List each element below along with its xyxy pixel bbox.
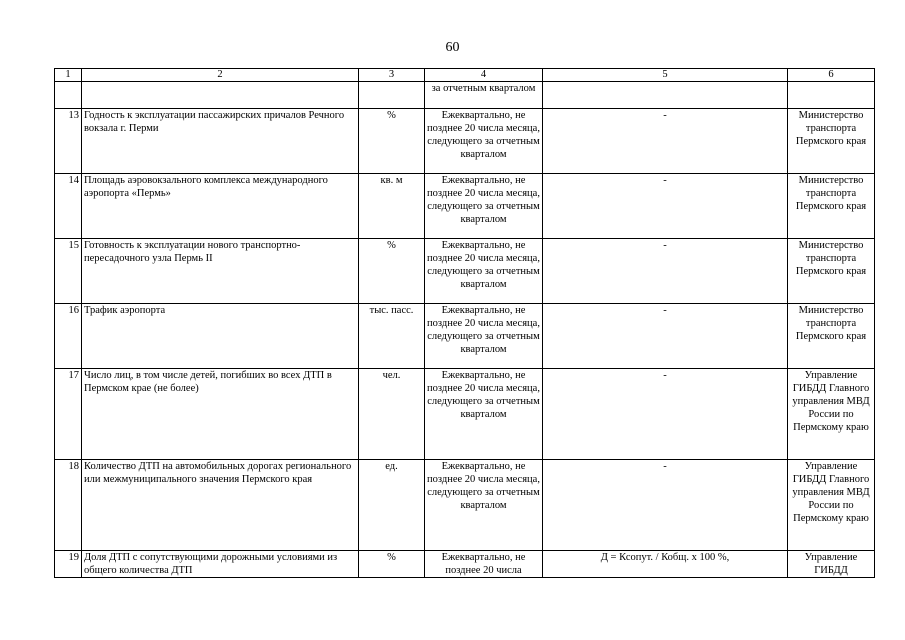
formula-cell: -	[543, 369, 788, 460]
formula-cell: -	[543, 109, 788, 174]
indicator-name: Число лиц, в том числе детей, погибших во всех ДТП в Пермском крае (не более)	[82, 369, 359, 460]
formula-cell: Д = Ксопут. / Кобщ. х 100 %,	[543, 551, 788, 578]
term-cell: Ежеквартально, не позднее 20 числа месяца, следующего за отчетным кварталом	[425, 369, 543, 460]
term-cell: Ежеквартально, не позднее 20 числа месяца, следующего за отчетным кварталом	[425, 109, 543, 174]
indicator-name: Трафик аэропорта	[82, 304, 359, 369]
header-cell: 5	[543, 69, 788, 82]
term-cell: за отчетным кварталом	[425, 82, 543, 109]
indicator-table	[54, 68, 875, 578]
term-cell: Ежеквартально, не позднее 20 числа месяца, следующего за отчетным кварталом	[425, 239, 543, 304]
table-row-continuation	[55, 82, 875, 109]
formula-cell: -	[543, 239, 788, 304]
unit-cell: тыс. пасс.	[359, 304, 425, 369]
responsible-cell: Министерство транспорта Пермского края	[788, 174, 875, 239]
responsible-cell: Управление ГИБДД	[788, 551, 875, 578]
unit-cell: %	[359, 109, 425, 174]
table-row	[55, 551, 875, 578]
row-number: 16	[55, 304, 82, 369]
header-cell: 3	[359, 69, 425, 82]
table-row	[55, 109, 875, 174]
responsible-cell: Министерство транспорта Пермского края	[788, 239, 875, 304]
header-cell: 1	[55, 69, 82, 82]
term-cell: Ежеквартально, не позднее 20 числа месяца, следующего за отчетным кварталом	[425, 174, 543, 239]
indicator-name: Площадь аэровокзального комплекса международного аэропорта «Пермь»	[82, 174, 359, 239]
indicator-name: Доля ДТП с сопутствующими дорожными условиями из общего количества ДТП	[82, 551, 359, 578]
formula-cell: -	[543, 460, 788, 551]
indicator-name: Готовность к эксплуатации нового транспортно-пересадочного узла Пермь II	[82, 239, 359, 304]
row-number: 19	[55, 551, 82, 578]
row-number: 18	[55, 460, 82, 551]
table-row	[55, 174, 875, 239]
row-number: 13	[55, 109, 82, 174]
indicator-name: Годность к эксплуатации пассажирских причалов Речного вокзала г. Перми	[82, 109, 359, 174]
responsible-cell: Управление ГИБДД Главного управления МВД России по Пермскому краю	[788, 460, 875, 551]
responsible-cell: Министерство транспорта Пермского края	[788, 109, 875, 174]
formula-cell: -	[543, 304, 788, 369]
table-row	[55, 304, 875, 369]
unit-cell: %	[359, 551, 425, 578]
term-cell: Ежеквартально, не позднее 20 числа	[425, 551, 543, 578]
term-cell: Ежеквартально, не позднее 20 числа месяца, следующего за отчетным кварталом	[425, 460, 543, 551]
row-number: 15	[55, 239, 82, 304]
formula-cell: -	[543, 174, 788, 239]
unit-cell: кв. м	[359, 174, 425, 239]
table-header-row	[55, 69, 875, 82]
header-cell: 2	[82, 69, 359, 82]
row-number: 17	[55, 369, 82, 460]
indicator-name: Количество ДТП на автомобильных дорогах регионального или межмуниципального значения Пермского края	[82, 460, 359, 551]
unit-cell: %	[359, 239, 425, 304]
table-row	[55, 239, 875, 304]
unit-cell: чел.	[359, 369, 425, 460]
row-number: 14	[55, 174, 82, 239]
responsible-cell: Управление ГИБДД Главного управления МВД России по Пермскому краю	[788, 369, 875, 460]
header-cell: 4	[425, 69, 543, 82]
header-cell: 6	[788, 69, 875, 82]
term-cell: Ежеквартально, не позднее 20 числа месяца, следующего за отчетным кварталом	[425, 304, 543, 369]
unit-cell: ед.	[359, 460, 425, 551]
table-row	[55, 369, 875, 460]
responsible-cell: Министерство транспорта Пермского края	[788, 304, 875, 369]
table-row	[55, 460, 875, 551]
page-number: 60	[445, 40, 460, 55]
